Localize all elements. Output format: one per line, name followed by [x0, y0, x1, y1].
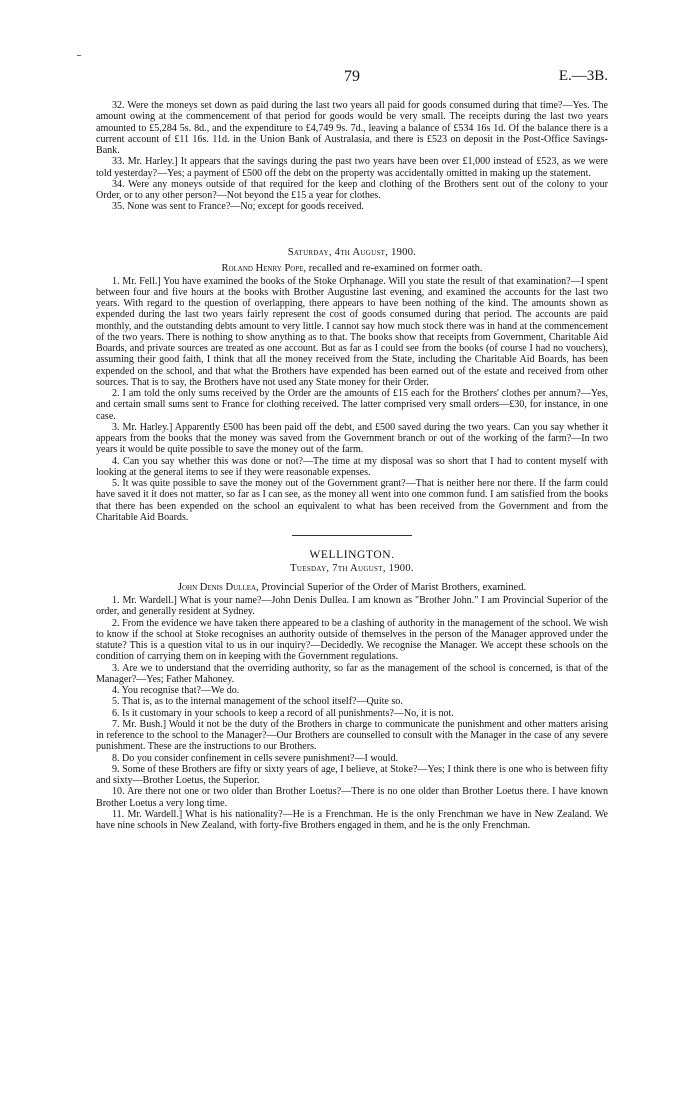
paragraph: 4. You recognise that?—We do.: [112, 685, 240, 696]
witness-name: John Denis Dullea: [177, 582, 257, 593]
paragraph: 5. That is, as to the internal management of the school itself?—Quite so.: [112, 696, 403, 708]
paragraph: 3. Mr. Harley.] Apparently £500 has been paid off the debt, and £500 saved during the two years. Can you say whether it appears from the books that the money was saved from the Government branch or out of the working of the farm?—In two years it would be quite possible to save the money out of the farm.: [96, 421, 608, 456]
paragraph: 7. Mr. Bush.] Would it not be the duty of the Brothers in charge to communicate the punishment and other matters arising in reference to the school to the Manager?—Our Brothers are counselled to consult with the Manager in the case of any severe punishment. These are the instructions to our Brothers.: [96, 718, 608, 753]
margin-mark: [77, 55, 81, 56]
witness-note: , Provincial Superior of the Order of Marist Brothers, examined.: [256, 582, 527, 593]
paragraph: 6. Is it customary in your schools to keep a record of all punishments?—No, it is not.: [112, 707, 454, 719]
section-pope-examination: [96, 246, 608, 524]
paragraph: 8. Do you consider confinement in cells severe punishment?—I would.: [112, 752, 398, 764]
paragraph: 9. Some of these Brothers are fifty or sixty years of age, I believe, at Stoke?—Yes; I think there is one who is between fifty and sixty—Brother Loetus, the Superior.: [96, 763, 608, 786]
section-date: Tuesday, 7th August, 1900.: [290, 563, 414, 574]
witness-name: Roland Henry Pope: [221, 262, 304, 274]
section-continuation: [96, 100, 608, 213]
paragraph: 1. Mr. Wardell.] What is your name?—John Denis Dullea. I am known as "Brother John." I am Provincial Superior of the order, and generally resident at Sydney.: [96, 595, 608, 618]
page-body: [96, 100, 608, 831]
paragraph: 3. Are we to understand that the overriding authority, so far as the management of the school is concerned, is that of the Manager?—Yes; Father Mahoney.: [96, 662, 608, 685]
paragraph: 34. Were any moneys outside of that required for the keep and clothing of the Brothers sent out of the colony to your Order, or to any other person?—Not beyond the £15 a year for clothes.: [96, 178, 608, 201]
witness-heading: [96, 581, 608, 594]
paragraph: 32. Were the moneys set down as paid during the last two years all paid for goods consumed during that time?—Yes. The amount owing at the commencement of that period for goods would be very small. The receipts during the last two years amounted to £5,284 5s. 8d., and the expenditure to £4,749 9s. 7d., leaving a balance of £534 16s 1d. Of the balance there is a current account of £11 16s. 11d. in the Union Bank of Australasia, and there is £523 on deposit in the Post-Office Savings-Bank.: [96, 100, 608, 156]
paragraph: 1. Mr. Fell.] You have examined the books of the Stoke Orphanage. Will you state the result of that examination?—I spent between four and five hours at the books with Brother Augustine last evening, and examined the accounts for the last two years. With regard to the question of overlapping, there appears to have been nothing of the kind. The amounts shown as expended during the last two years fairly represent the cost of goods consumed during that period. The accounts are paid monthly, and the outstanding debts amount to very little. I cannot say how much stock there was in hand at the commencement of the two years. There is nothing to show anything as to that. The books show that receipts from Government, Charitable Aid Boards, and private sources are treated as one account. But as far as I could see from the books (of course I had no vouchers), assuming their good faith, I think that all the money received from the State, including the Charitable Aid Boards, has been expended on the school, and that what the Brothers have expended has been earned out of the estate and received from other sources. That is to say, the Brothers have not used any State money for their Order.: [96, 275, 608, 388]
paragraph: 35. None was sent to France?—No; except for goods received.: [112, 201, 364, 213]
section-dullea-examination: [96, 548, 608, 831]
witness-heading: [96, 262, 608, 275]
page-header: [96, 68, 608, 90]
paragraph: 2. From the evidence we have taken there appeared to be a clashing of authority in the management of the school. We wish to know if the school at Stoke recognises an authority outside of themselves in the person of the Manager approved under the statute? This is a question vital to us in our inquiry?—Decidedly. We recognise the Manager. We accept these schools on the condition of carrying them on in keeping with the Government regulations.: [96, 617, 608, 663]
paragraph: 2. I am told the only sums received by the Order are the amounts of £15 each for the Brothers' clothes per annum?—Yes, and certain small sums sent to France for clothing received. The latter comprised very small orders—£30, for instance, in one case.: [96, 388, 608, 422]
paragraph: 11. Mr. Wardell.] What is his nationality?—He is a Frenchman. He is the only Frenchman we have in New Zealand. We have nine schools in New Zealand, with forty-five Brothers engaged in them, and he is the only Frenchman.: [96, 808, 608, 831]
witness-note: , recalled and re-examined on former oath.: [303, 262, 483, 274]
paragraph: 10. Are there not one or two older than Brother Loetus?—There is no one older than Brother Loetus there. I have known Brother Loetus a very long time.: [96, 786, 608, 809]
paragraph: 33. Mr. Harley.] It appears that the savings during the past two years have been over £1,000 instead of £523, as we were told yesterday?—Yes; a payment of £500 off the debt on the property was accidentally omitted in making up the statement.: [96, 156, 608, 179]
location-heading: WELLINGTON.: [309, 549, 395, 561]
document-reference: E.—3B.: [558, 68, 608, 84]
section-date: Saturday, 4th August, 1900.: [287, 246, 417, 258]
page-number: 79: [344, 68, 360, 85]
paragraph: 5. It was quite possible to save the money out of the Government grant?—That is neither here nor there. If the farm could have saved it it does not matter, so far as I can see, as the money all went into one common fund. I am satisfied from the books that there has been expended on the school an equivalent to what has been received from the Government and from the Charitable Aid Boards.: [96, 478, 608, 523]
paragraph: 4. Can you say whether this was done or not?—The time at my disposal was so short that I had to content myself with looking at the general items to see if they were reasonable expenses.: [96, 455, 608, 478]
